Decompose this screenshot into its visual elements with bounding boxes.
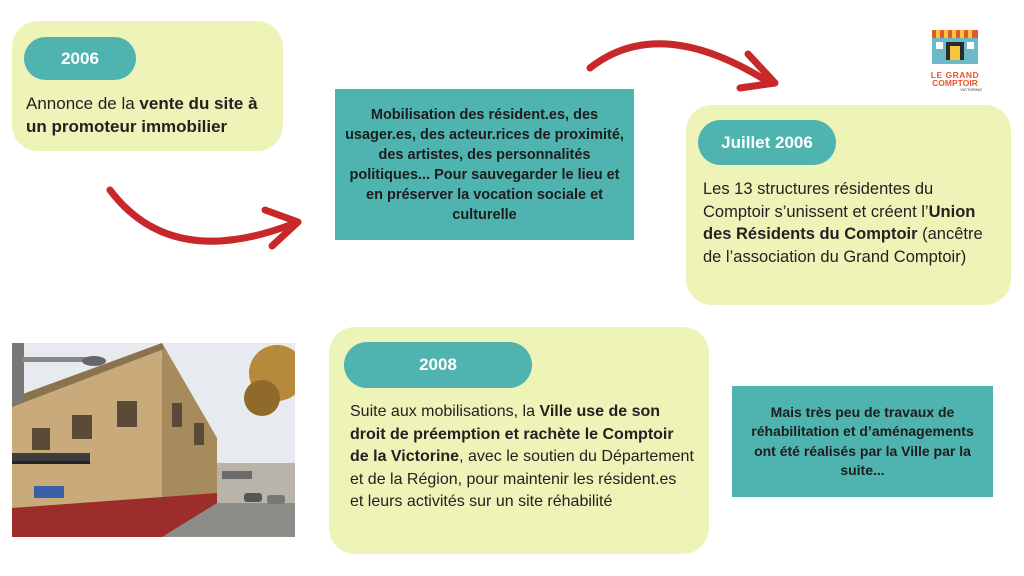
curved-arrow-icon	[580, 28, 790, 98]
le-grand-comptoir-logo	[928, 26, 982, 92]
card-2008-text-plain-2: , avec le soutien du Département et de la Région, pour maintenir les résident.es et leurs activités sur un site réhabilité	[350, 448, 694, 510]
card-2006-text-bold: vente du site à un promoteur immobilier	[26, 94, 258, 136]
mobilisation-text: Mobilisation des résident.es, des usager.es, des acteur.rices de proximité, des artistes, des personnalités politiques... Pour sauvegarder le lieu et en préserver la vocation sociale et culturelle	[345, 106, 624, 223]
card-juillet-text-plain-2: (ancêtre de l’association du Grand Comptoir)	[703, 225, 983, 266]
card-2008-text	[350, 401, 694, 514]
card-2006-text	[26, 92, 278, 138]
building-photo	[12, 343, 295, 537]
card-2008-text-bold: Ville use de son droit de préemption et rachète le Comptoir de la Victorine	[350, 403, 674, 465]
logo-line1: LE GRAND	[930, 70, 980, 80]
logo-line3: VICTORINE	[960, 87, 982, 92]
logo-line2: COMPTOIR	[932, 78, 978, 88]
date-pill-juillet-2006: Juillet 2006	[698, 120, 836, 165]
card-juillet-text-bold: Union des Résidents du Comptoir	[703, 202, 976, 243]
card-juillet-text	[703, 178, 1003, 268]
date-pill-2006: 2006	[24, 37, 136, 80]
date-pill-2008: 2008	[344, 342, 532, 388]
curved-arrow-icon	[100, 180, 310, 260]
mobilisation-box	[335, 89, 634, 240]
card-2006-text-plain: Annonce de la	[26, 94, 140, 113]
card-2008-text-plain: Suite aux mobilisations, la	[350, 403, 540, 420]
travaux-box	[732, 386, 993, 497]
building-icon	[928, 26, 982, 66]
travaux-text: Mais très peu de travaux de réhabilitation et d’aménagements ont été réalisés par la Ville par la suite...	[751, 403, 974, 478]
card-juillet-text-plain: Les 13 structures résidentes du Comptoir s’unissent et créent l’	[703, 180, 934, 221]
